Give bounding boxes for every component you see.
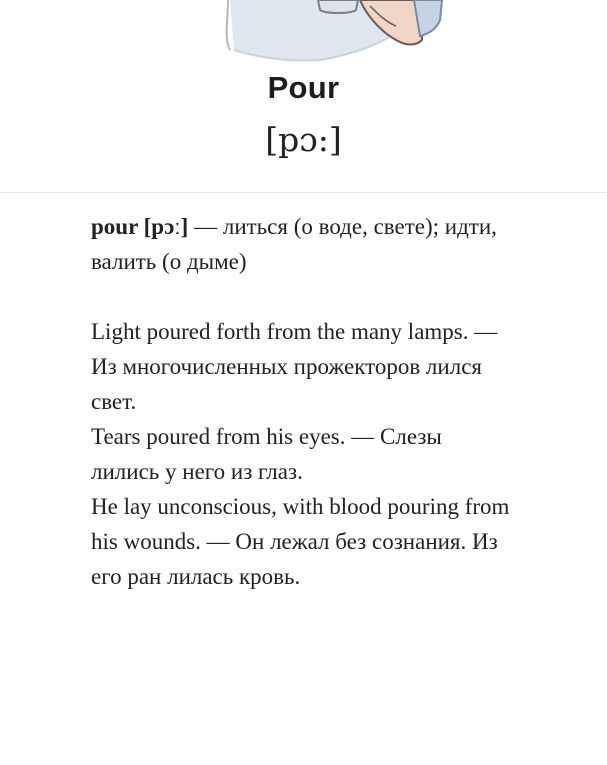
definition-paragraph bbox=[91, 209, 511, 279]
word-transcription: [pɔ:] bbox=[265, 120, 342, 159]
headword: pour [pɔː] bbox=[91, 214, 189, 239]
example-sentence: Tears poured from his eyes. — Слезы лились у него из глаз. bbox=[91, 424, 442, 484]
pouring-illustration bbox=[200, 0, 460, 72]
example-sentence: He lay unconscious, with blood pouring from his wounds. — Он лежал без сознания. Из его ран лилась кровь. bbox=[91, 494, 510, 589]
definition-text: — литься (о воде, свете); идти, валить (о дыме) bbox=[91, 214, 497, 274]
word-title: Pour bbox=[267, 70, 340, 105]
word-card bbox=[0, 0, 607, 193]
examples-paragraph bbox=[91, 314, 511, 594]
example-sentence: Light poured forth from the many lamps. — Из многочисленных прожекторов лился свет. bbox=[91, 319, 498, 414]
article-body bbox=[91, 209, 511, 594]
